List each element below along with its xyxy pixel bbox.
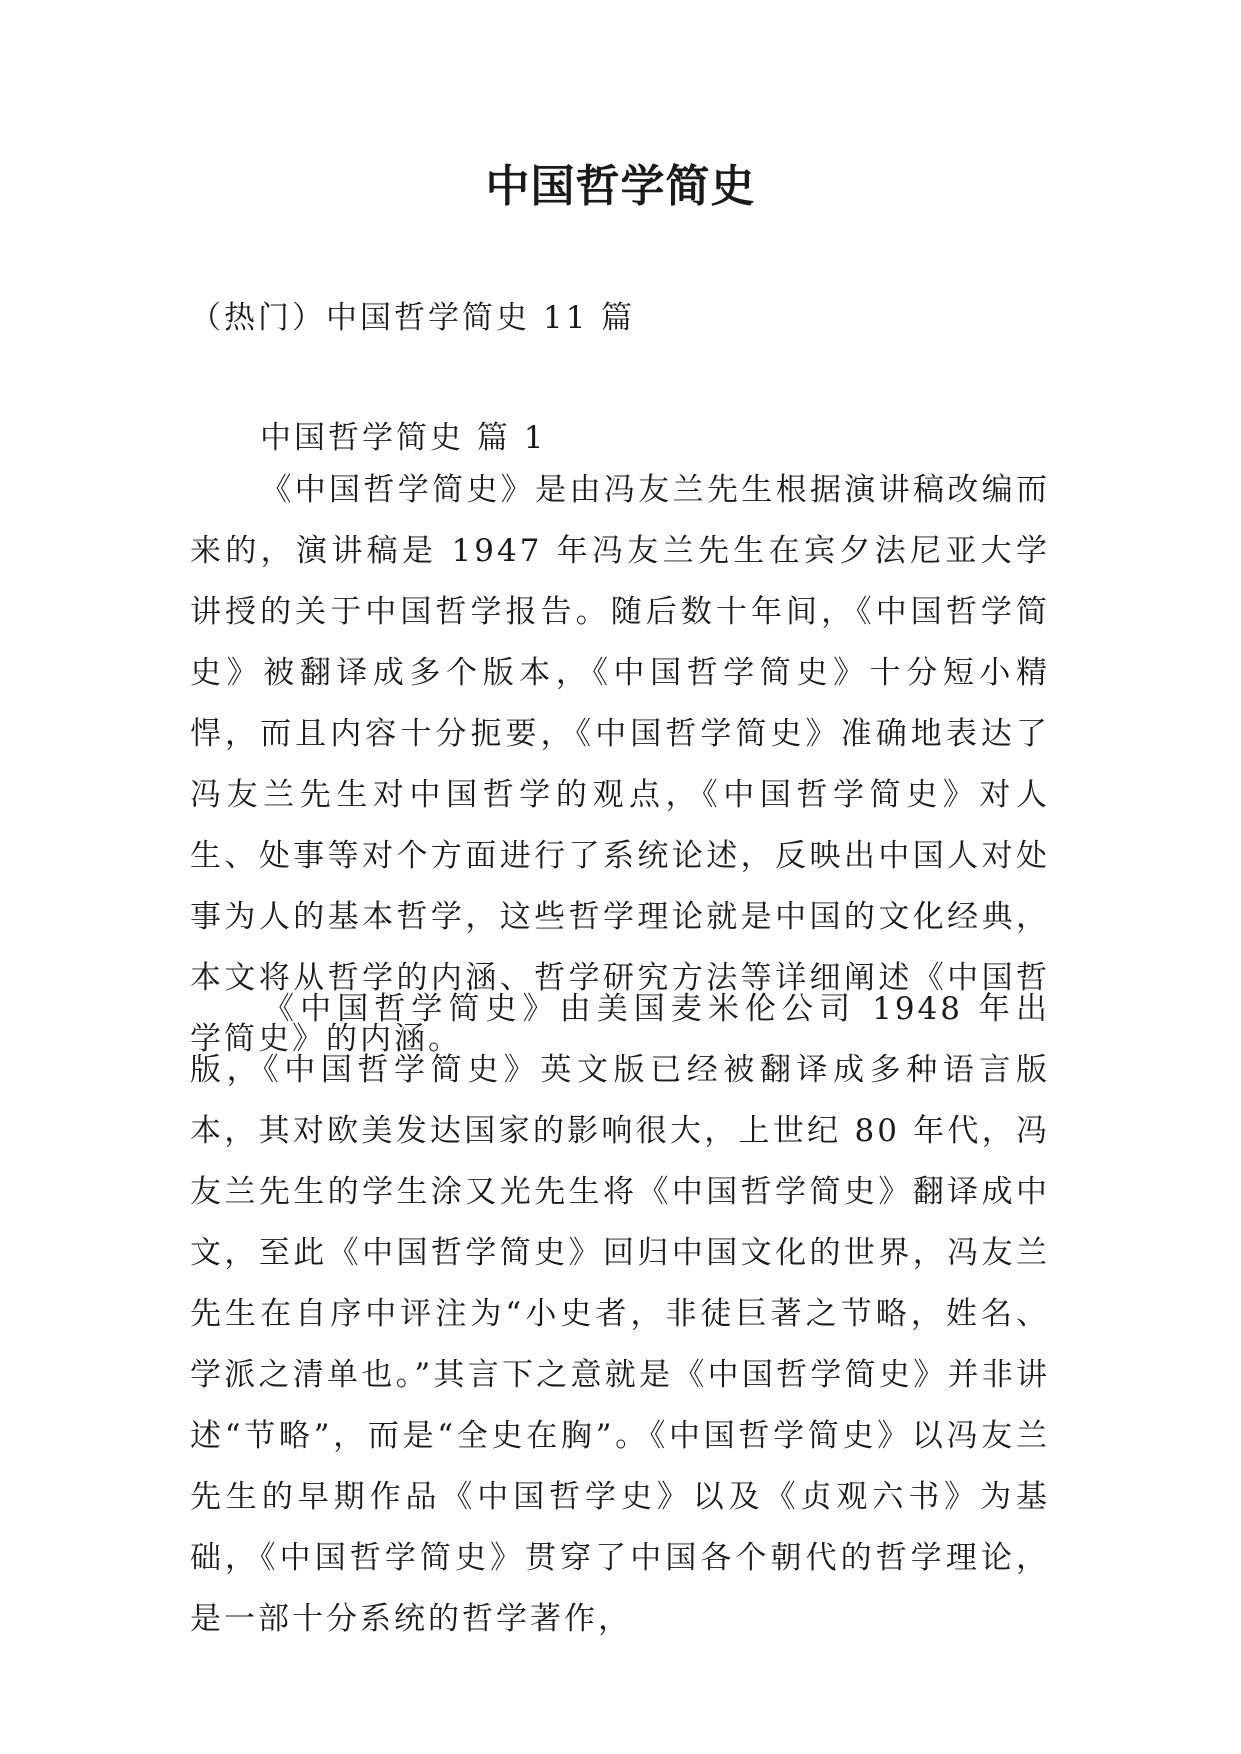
section-heading: 中国哲学简史 篇 1 [260, 420, 547, 456]
paragraph-2 [190, 979, 1050, 1650]
paragraph-2-text: 《中国哲学简史》由美国麦米伦公司 1948 年出版，《中国哲学简史》英文版已经被翻译成多种语言版本，其对欧美发达国家的影响很大，上世纪 80 年代，冯友兰先生的学生涂又光先生将《中国哲学简史》翻译成中文，至此《中国哲学简史》回归中国文化的世界，冯友兰先生在自序中评注为“小史者，非徒巨著之节略，姓名、学派之清单也。”其言下之意就是《中国哲学简史》并非讲述“节略”，而是“全史在胸”。《中国哲学简史》以冯友兰先生的早期作品《中国哲学史》以及《贞观六书》为基础，《中国哲学简史》贯穿了中国各个朝代的哲学理论，是一部十分系统的哲学著作， [190, 991, 1050, 1637]
document-title: 中国哲学简史 [485, 161, 756, 212]
paragraph-1-text: 《中国哲学简史》是由冯友兰先生根据演讲稿改编而来的，演讲稿是 1947 年冯友兰先生在宾夕法尼亚大学讲授的关于中国哲学报告。随后数十年间，《中国哲学简史》被翻译成多个版本，《中国哲学简史》十分短小精悍，而且内容十分扼要，《中国哲学简史》准确地表达了冯友兰先生对中国哲学的观点，《中国哲学简史》对人生、处事等对个方面进行了系统论述，反映出中国人对处事为人的基本哲学，这些哲学理论就是中国的文化经典，本文将从哲学的内涵、哲学研究方法等详细阐述《中国哲学简史》的内涵。 [190, 472, 1050, 1057]
document-subtitle: （热门）中国哲学简史 11 篇 [190, 300, 636, 336]
